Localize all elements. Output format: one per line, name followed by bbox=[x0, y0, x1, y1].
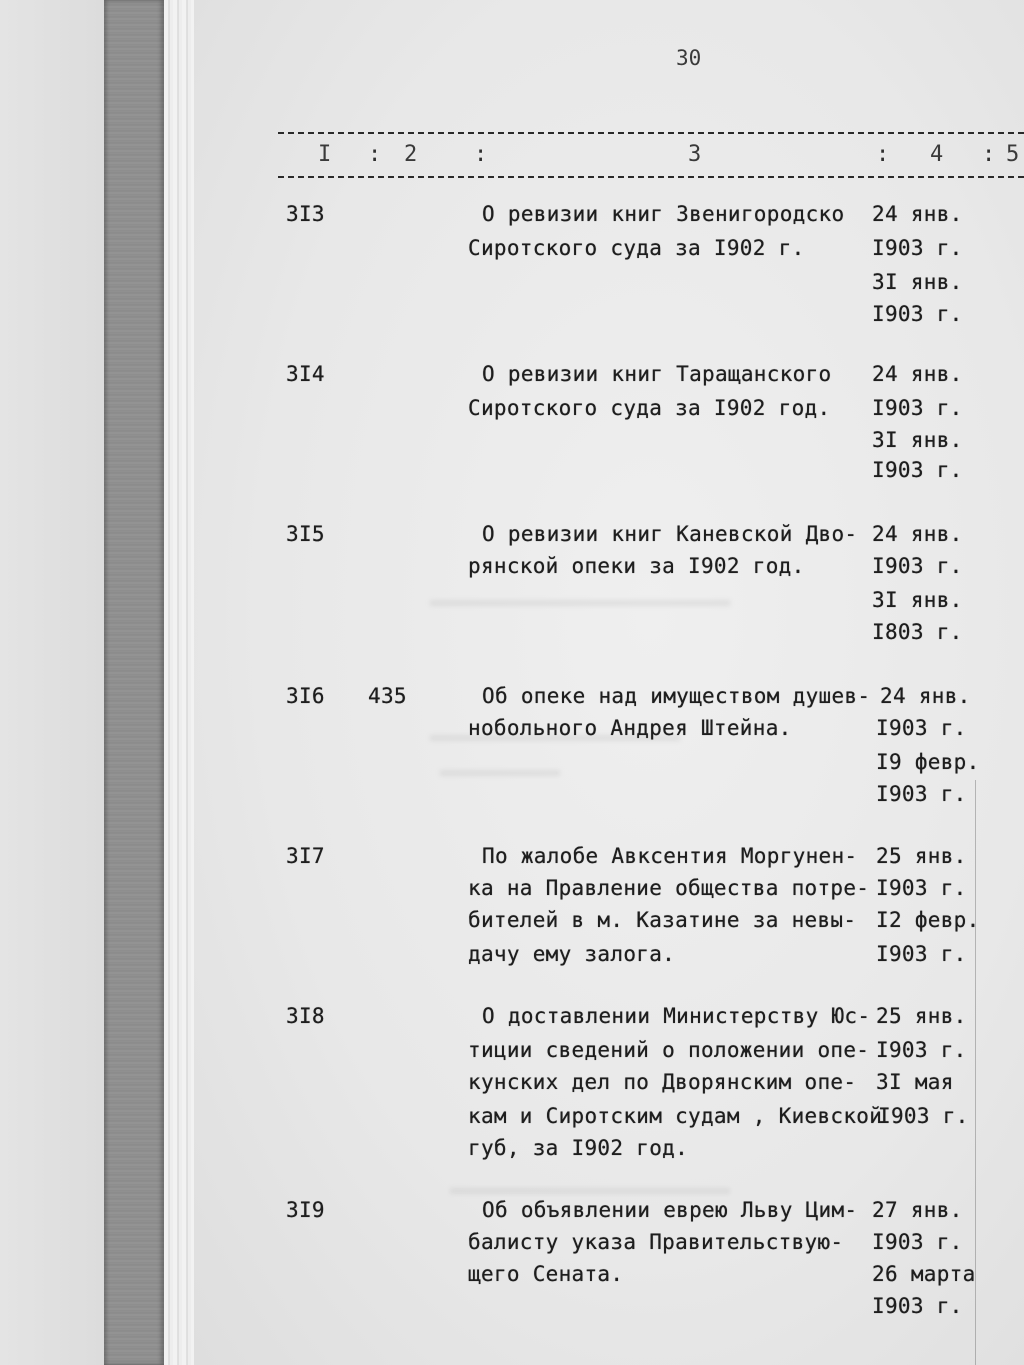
entry-title-line: О ревизии книг Звенигородско bbox=[482, 202, 845, 226]
entry-title-line: губ, за I902 год. bbox=[468, 1136, 689, 1160]
entry-number: 3I7 bbox=[286, 844, 325, 868]
entry-date-start-year: I903 г. bbox=[872, 1230, 963, 1254]
entry-title-line: кунских дел по Дворянским опе- bbox=[468, 1070, 857, 1094]
entry-number: 3I9 bbox=[286, 1198, 325, 1222]
entry-title-line: дачу ему залога. bbox=[468, 942, 676, 966]
entry-title-line: Сиротского суда за I902 год. bbox=[468, 396, 831, 420]
entry-date-end-year: I903 г. bbox=[872, 302, 963, 326]
entry-number: 3I8 bbox=[286, 1004, 325, 1028]
entry-title-line: Сиротского суда за I902 г. bbox=[468, 236, 805, 260]
entry-number: 3I3 bbox=[286, 202, 325, 226]
entry-date-start-year: I903 г. bbox=[876, 1038, 967, 1062]
column-separator: : bbox=[474, 142, 488, 167]
entry-date-end: 3I янв. bbox=[872, 428, 963, 452]
header-rule-top bbox=[278, 132, 1024, 134]
entry-title-line: О доставлении Министерству Юс- bbox=[482, 1004, 871, 1028]
entry-date-start-year: I903 г. bbox=[872, 396, 963, 420]
column-separator: : bbox=[368, 142, 382, 167]
column-header-4: 4 bbox=[930, 142, 944, 167]
bleed-through bbox=[430, 600, 730, 606]
entry-number: 3I4 bbox=[286, 362, 325, 386]
entry-title-line: По жалобе Авксентия Моргунен- bbox=[482, 844, 858, 868]
entry-number: 3I5 bbox=[286, 522, 325, 546]
page-crease bbox=[975, 780, 988, 1365]
entry-title-line: ка на Правление общества потре- bbox=[468, 876, 870, 900]
entry-title-line: Об объявлении еврею Льву Цим- bbox=[482, 1198, 858, 1222]
entry-date-end: 26 марта bbox=[872, 1262, 976, 1286]
entry-date-end-year: I803 г. bbox=[872, 620, 963, 644]
entry-date-start-year: I903 г. bbox=[872, 236, 963, 260]
entry-title-line: рянской опеки за I902 год. bbox=[468, 554, 805, 578]
entry-date-start-year: I903 г. bbox=[876, 876, 967, 900]
entry-date-start: 25 янв. bbox=[876, 844, 967, 868]
entry-title-line: О ревизии книг Таращанского bbox=[482, 362, 832, 386]
entry-title-line: кам и Сиротским судам , Киевской bbox=[468, 1104, 883, 1128]
entry-date-end-year: I903 г. bbox=[878, 1104, 969, 1128]
entry-title-line: балисту указа Правительствую- bbox=[468, 1230, 844, 1254]
bleed-through bbox=[450, 1188, 730, 1194]
header-rule-bottom bbox=[278, 176, 1024, 178]
entry-date-end: 3I мая bbox=[876, 1070, 954, 1094]
entry-date-start-year: I903 г. bbox=[876, 716, 967, 740]
entry-title-line: нобольного Андрея Штейна. bbox=[468, 716, 792, 740]
entry-date-end: 3I янв. bbox=[872, 270, 963, 294]
entry-title-line: бителей в м. Казатине за невы- bbox=[468, 908, 857, 932]
entry-date-end: 3I янв. bbox=[872, 588, 963, 612]
entry-date-end: I9 февр. bbox=[876, 750, 980, 774]
entry-number: 3I6 bbox=[286, 684, 325, 708]
page-edges bbox=[164, 0, 194, 1365]
column-separator: : bbox=[876, 142, 890, 167]
entry-date-end-year: I903 г. bbox=[872, 458, 963, 482]
adjacent-page bbox=[0, 0, 104, 1365]
bleed-through bbox=[440, 770, 560, 776]
column-header-5: 5 bbox=[1006, 142, 1020, 167]
entry-date-start-year: I903 г. bbox=[872, 554, 963, 578]
entry-date-start: 27 янв. bbox=[872, 1198, 963, 1222]
column-header-3: 3 bbox=[688, 142, 702, 167]
column-header-2: 2 bbox=[404, 142, 418, 167]
entry-date-start: 24 янв. bbox=[872, 362, 963, 386]
entry-title-line: Об опеке над имуществом душев- bbox=[482, 684, 871, 708]
entry-title-line: тиции сведений о положении опе- bbox=[468, 1038, 870, 1062]
entry-title-line: щего Сената. bbox=[468, 1262, 624, 1286]
entry-title-line: О ревизии книг Каневской Дво- bbox=[482, 522, 858, 546]
entry-date-end-year: I903 г. bbox=[876, 942, 967, 966]
page-number: 30 bbox=[676, 46, 702, 70]
entry-date-start: 25 янв. bbox=[876, 1004, 967, 1028]
archive-number: 435 bbox=[368, 684, 407, 708]
column-header-1: I bbox=[318, 142, 332, 167]
entry-date-end: I2 февр. bbox=[876, 908, 980, 932]
book-binding bbox=[104, 0, 164, 1365]
column-separator: : bbox=[982, 142, 996, 167]
entry-date-end-year: I903 г. bbox=[876, 782, 967, 806]
entry-date-end-year: I903 г. bbox=[872, 1294, 963, 1318]
entry-date-start: 24 янв. bbox=[872, 522, 963, 546]
entry-date-start: 24 янв. bbox=[880, 684, 971, 708]
entry-date-start: 24 янв. bbox=[872, 202, 963, 226]
